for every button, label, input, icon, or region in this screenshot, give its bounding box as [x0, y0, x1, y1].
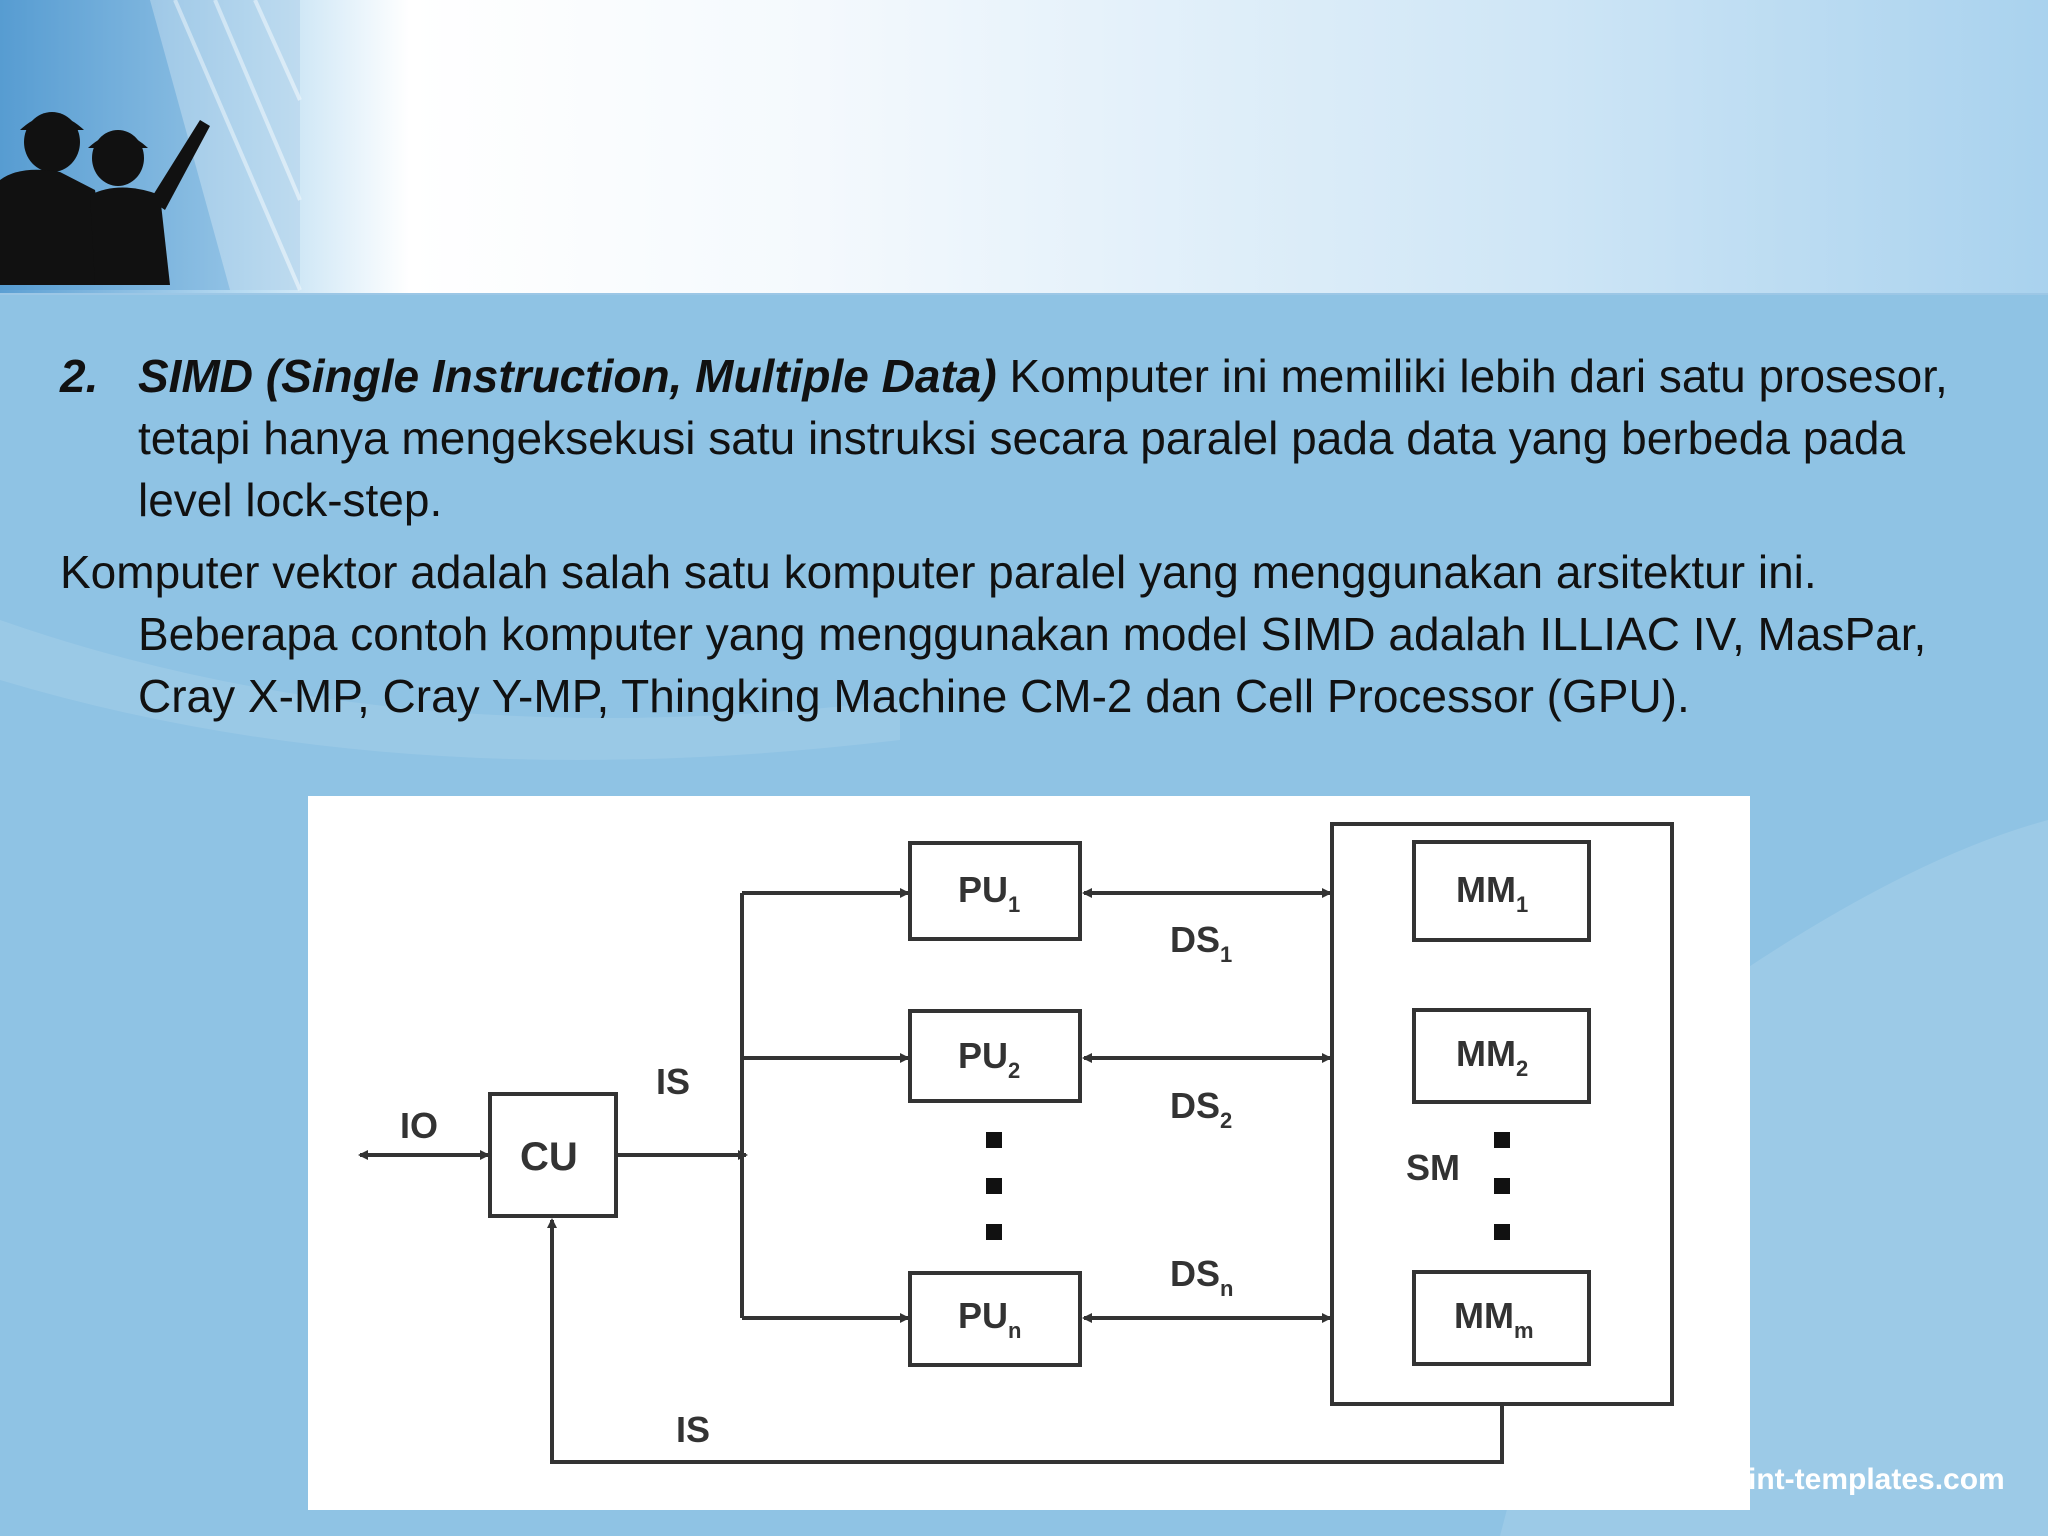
dsn-sub: n: [1220, 1276, 1234, 1301]
sm-label: SM: [1406, 1147, 1460, 1188]
pu-ellipsis: [986, 1132, 1002, 1240]
list-item-title: SIMD (Single Instruction, Multiple Data): [138, 350, 997, 402]
footer-credit: int-templates.com: [1748, 1463, 2005, 1496]
ds1-label: [1170, 919, 1232, 967]
pu1-sub: 1: [1008, 892, 1021, 917]
pun-label: [958, 1295, 1021, 1343]
list-item-simd: [60, 345, 1960, 531]
mm2-base: MM: [1456, 1033, 1516, 1074]
dsn-label: [1170, 1253, 1233, 1301]
pu1-label: [958, 869, 1020, 917]
dsn-base: DS: [1170, 1253, 1221, 1294]
mmm-sub: m: [1513, 1318, 1534, 1343]
ds1-base: DS: [1170, 919, 1221, 960]
mm1-sub: 1: [1515, 892, 1529, 917]
mm1-base: MM: [1456, 869, 1516, 910]
list-number: 2.: [60, 350, 99, 402]
mm-ellipsis: [1494, 1132, 1510, 1240]
is-label-bottom: IS: [676, 1409, 711, 1450]
pu2-base: PU: [958, 1035, 1009, 1076]
pu2-sub: 2: [1008, 1058, 1021, 1083]
list-item-text: Komputer ini memiliki lebih dari satu prosesor, tetapi hanya mengeksekusi satu instruksi secara paralel pada data yang berbeda pada level lock-step.: [138, 350, 1948, 526]
mm1-label: [1456, 869, 1528, 917]
pun-sub: n: [1008, 1318, 1022, 1343]
paragraph-vector-computers: Komputer vektor adalah salah satu komputer paralel yang menggunakan arsitektur ini. Beberapa contoh komputer yang menggunakan model SIMD adalah ILLIAC IV, MasPar, Cray X-MP, Cray Y-MP, Thingking Machine CM-2 dan Cell Processor (GPU).: [60, 546, 1927, 722]
simd-diagram-svg: [308, 796, 1750, 1510]
simd-diagram: [308, 796, 1750, 1510]
ds2-label: [1170, 1085, 1232, 1133]
ds1-sub: 1: [1220, 942, 1233, 967]
cu-label: CU: [520, 1135, 578, 1179]
io-label: IO: [400, 1105, 439, 1146]
slide-body: [60, 345, 1960, 737]
ds2-sub: 2: [1220, 1108, 1233, 1133]
pu1-base: PU: [958, 869, 1009, 910]
mm2-label: [1456, 1033, 1528, 1081]
mmm-label: [1454, 1295, 1534, 1343]
ds2-base: DS: [1170, 1085, 1221, 1126]
pun-base: PU: [958, 1295, 1009, 1336]
pu2-label: [958, 1035, 1020, 1083]
mmm-base: MM: [1454, 1295, 1514, 1336]
mm2-sub: 2: [1515, 1056, 1529, 1081]
is-label-top: IS: [656, 1061, 691, 1102]
